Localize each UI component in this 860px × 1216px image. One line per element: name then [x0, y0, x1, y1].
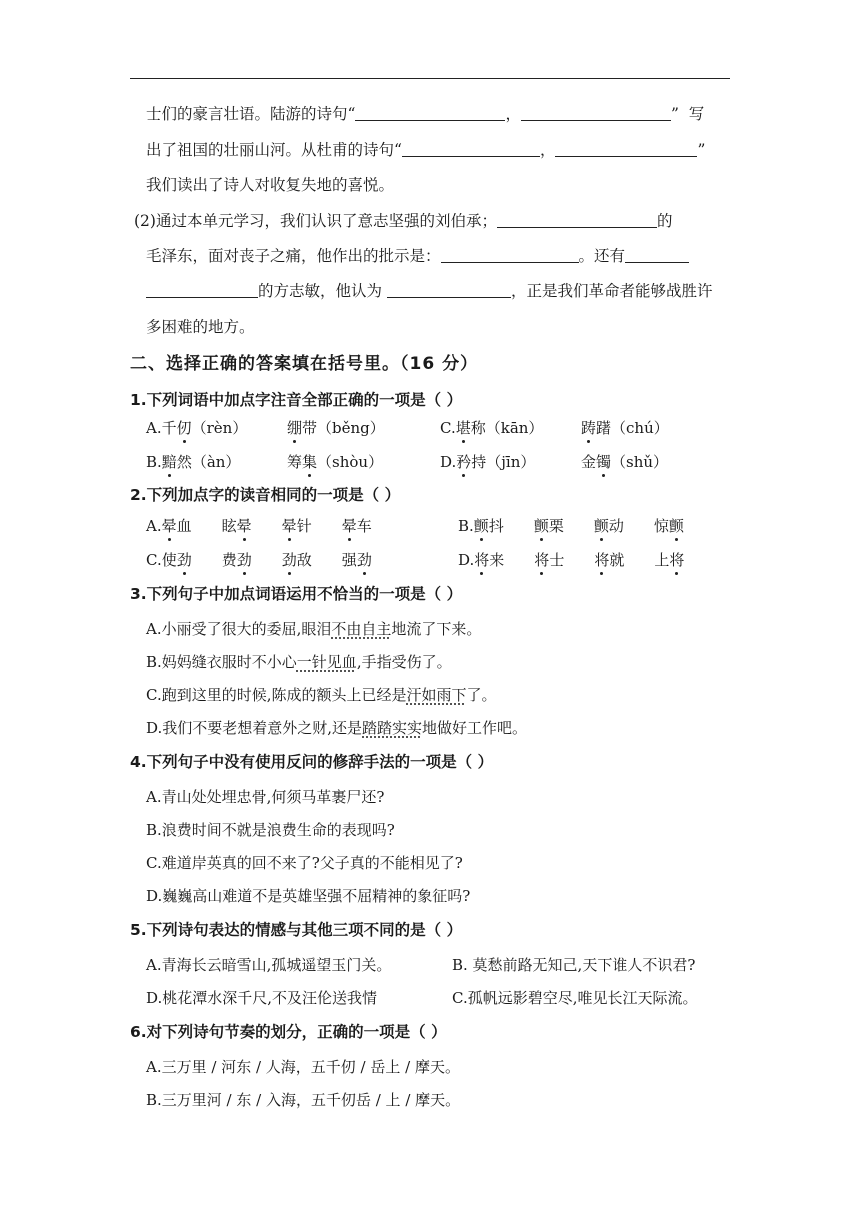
option-text: 持（jīn）: [471, 453, 536, 471]
option-text: C.跑到这里的时候,陈成的额头上已经是: [146, 686, 407, 704]
dotted-word: 一针见血: [296, 653, 357, 671]
dotted-char: 将: [474, 551, 490, 569]
q3-option-d[interactable]: [146, 718, 527, 738]
q3-option-c[interactable]: [146, 685, 497, 705]
answer-blank[interactable]: [355, 104, 505, 121]
dotted-char: 颤: [593, 517, 609, 535]
dotted-char: 晕: [281, 517, 297, 535]
option-text: 费: [221, 551, 237, 569]
q1-option-b-1[interactable]: [146, 452, 240, 472]
option-text: 躇（chú）: [596, 419, 669, 437]
q1-option-d-1[interactable]: [440, 452, 535, 472]
fill-text: 出了祖国的壮丽山河。从杜甫的诗句“: [146, 141, 402, 159]
option-text: 惊: [653, 517, 669, 535]
option-text: D.: [440, 453, 457, 471]
fill-line-3: 我们读出了诗人对收复失地的喜悦。: [146, 176, 395, 194]
fill-text: ，: [505, 105, 521, 123]
section-title: 二、选择正确的答案填在括号里。（16 分）: [130, 354, 479, 374]
dotted-char: 颤: [473, 517, 489, 535]
dotted-char: 劲: [236, 551, 252, 569]
answer-blank[interactable]: [146, 281, 258, 298]
fill-line-2: [146, 140, 705, 160]
answer-blank[interactable]: [441, 246, 579, 263]
answer-blank[interactable]: [521, 104, 671, 121]
dotted-char: 堪: [455, 419, 471, 437]
q2-option-a[interactable]: [146, 516, 372, 536]
fill-text: ” 写: [670, 105, 705, 123]
q4-option-b[interactable]: B.浪费时间不就是浪费生命的表现吗?: [146, 821, 395, 839]
dotted-word: 汗如雨下: [406, 686, 467, 704]
option-text: D.我们不要老想着意外之财,还是: [146, 719, 363, 737]
option-text: （shǔ）: [611, 453, 669, 471]
q1-option-c-2: [581, 418, 669, 438]
question-2-stem: 2.下列加点字的读音相同的一项是（ ）: [130, 486, 401, 504]
option-text: 针: [296, 517, 312, 535]
option-text: 来: [489, 551, 505, 569]
dotted-char: 劲: [176, 551, 192, 569]
dotted-char: 将: [669, 551, 685, 569]
fill-text: ，正是我们革命者能够战胜许: [510, 282, 713, 300]
dotted-word: 踏踏实实: [362, 719, 423, 737]
answer-blank[interactable]: [387, 281, 511, 298]
option-text: 然（àn）: [176, 453, 241, 471]
q1-option-d-2: [581, 452, 668, 472]
dotted-char: 绷: [287, 419, 303, 437]
q5-option-a[interactable]: A.青海长云暗雪山,孤城遥望玉门关。: [146, 956, 392, 974]
option-text: 车: [356, 517, 372, 535]
fill-line-1: [146, 104, 704, 124]
fill-text: (2)通过本单元学习，我们认识了意志坚强的刘伯承；: [134, 212, 497, 230]
option-text: 筹: [287, 453, 303, 471]
dotted-char: 劲: [281, 551, 297, 569]
q3-option-b[interactable]: [146, 652, 452, 672]
q4-option-a[interactable]: A.青山处处埋忠骨,何须马革裹尸还?: [146, 788, 385, 806]
option-text: 抖: [488, 517, 504, 535]
option-text: 就: [609, 551, 625, 569]
answer-blank[interactable]: [402, 140, 540, 157]
fill-line-7: 多困难的地方。: [146, 318, 255, 336]
q1-option-a-2: [287, 418, 385, 438]
fill-text: 士们的豪言壮语。陆游的诗句“: [146, 105, 356, 123]
question-4-stem: 4.下列句子中没有使用反问的修辞手法的一项是（ ）: [130, 753, 494, 771]
question-6-stem: 6.对下列诗句节奏的划分，正确的一项是（ ）: [130, 1023, 447, 1041]
option-letter: D.: [458, 551, 475, 569]
option-text: 金: [581, 453, 597, 471]
option-text: A.小丽受了很大的委屈,眼泪: [146, 620, 332, 638]
option-text: 血: [176, 517, 192, 535]
dotted-char: 踌: [581, 419, 597, 437]
q5-option-b[interactable]: B. 莫愁前路无知己,天下谁人不识君?: [452, 956, 696, 974]
question-1-stem: 1.下列词语中加点字注音全部正确的一项是（ ）: [130, 391, 463, 409]
dotted-char: 晕: [341, 517, 357, 535]
q4-option-d[interactable]: D.巍巍高山难道不是英雄坚强不屈精神的象征吗?: [146, 887, 471, 905]
answer-blank[interactable]: [625, 246, 689, 263]
fill-text: 的方志敏，他认为: [258, 282, 387, 300]
option-text: 眩: [221, 517, 237, 535]
option-text: 强: [341, 551, 357, 569]
option-text: 地做好工作吧。: [422, 719, 528, 737]
fill-line-4: [134, 211, 672, 231]
q2-option-d[interactable]: [458, 550, 684, 570]
q1-option-b-2: [287, 452, 383, 472]
header-rule: [130, 78, 730, 79]
fill-text: 毛泽东，面对丧子之痛，他作出的批示是：: [146, 247, 441, 265]
option-text: 士: [549, 551, 565, 569]
q5-option-c[interactable]: C.孤帆远影碧空尽,唯见长江天际流。: [452, 989, 698, 1007]
q1-option-c-1[interactable]: [440, 418, 543, 438]
option-text: 了。: [466, 686, 497, 704]
q6-option-a[interactable]: A.三万里 / 河东 / 人海，五千仞 / 岳上 / 摩天。: [146, 1058, 460, 1076]
option-text: 带（běng）: [302, 419, 385, 437]
option-text: （rèn）: [191, 419, 248, 437]
fill-text: ”: [697, 141, 706, 159]
q5-option-d[interactable]: D.桃花潭水深千尺,不及汪伦送我情: [146, 989, 378, 1007]
option-text: 栗: [548, 517, 564, 535]
dotted-char: 颤: [668, 517, 684, 535]
fill-line-6: [146, 281, 712, 301]
q1-option-a-1[interactable]: [146, 418, 247, 438]
option-text: 动: [608, 517, 624, 535]
dotted-char: 晕: [236, 517, 252, 535]
dotted-char: 集: [302, 453, 318, 471]
q6-option-b[interactable]: B.三万里河 / 东 / 入海，五千仞岳 / 上 / 摩天。: [146, 1091, 461, 1109]
dotted-char: 将: [594, 551, 610, 569]
dotted-char: 颤: [533, 517, 549, 535]
option-letter: A.: [146, 517, 162, 535]
option-text: （shòu）: [317, 453, 384, 471]
dotted-word: 不由自主: [331, 620, 392, 638]
option-text: B.: [146, 453, 162, 471]
question-5-stem: 5.下列诗句表达的情感与其他三项不同的是（ ）: [130, 921, 463, 939]
dotted-char: 将: [534, 551, 550, 569]
option-text: ,手指受伤了。: [356, 653, 452, 671]
dotted-char: 劲: [356, 551, 372, 569]
answer-blank[interactable]: [555, 140, 697, 157]
fill-text: ，: [539, 141, 556, 159]
dotted-char: 黯: [161, 453, 177, 471]
option-text: C.: [440, 419, 456, 437]
fill-text: 的: [656, 212, 673, 230]
q2-option-c[interactable]: [146, 550, 372, 570]
option-text: C.使: [146, 551, 177, 569]
answer-blank[interactable]: [497, 211, 657, 228]
dotted-char: 晕: [161, 517, 177, 535]
option-text: A.千: [146, 419, 177, 437]
dotted-char: 镯: [596, 453, 612, 471]
option-text: 称（kān）: [470, 419, 544, 437]
option-letter: B.: [458, 517, 474, 535]
q4-option-c[interactable]: C.难道岸英真的回不来了?父子真的不能相见了?: [146, 854, 463, 872]
option-text: 地流了下来。: [391, 620, 482, 638]
q3-option-a[interactable]: [146, 619, 481, 639]
fill-line-5: [146, 246, 689, 266]
fill-text: 。还有: [578, 247, 626, 265]
dotted-char: 矜: [456, 453, 472, 471]
option-text: 敌: [296, 551, 312, 569]
option-text: 上: [654, 551, 670, 569]
q2-option-b[interactable]: [458, 516, 684, 536]
dotted-char: 仞: [176, 419, 192, 437]
option-text: B.妈妈缝衣服时不小心: [146, 653, 297, 671]
question-3-stem: 3.下列句子中加点词语运用不恰当的一项是（ ）: [130, 585, 463, 603]
